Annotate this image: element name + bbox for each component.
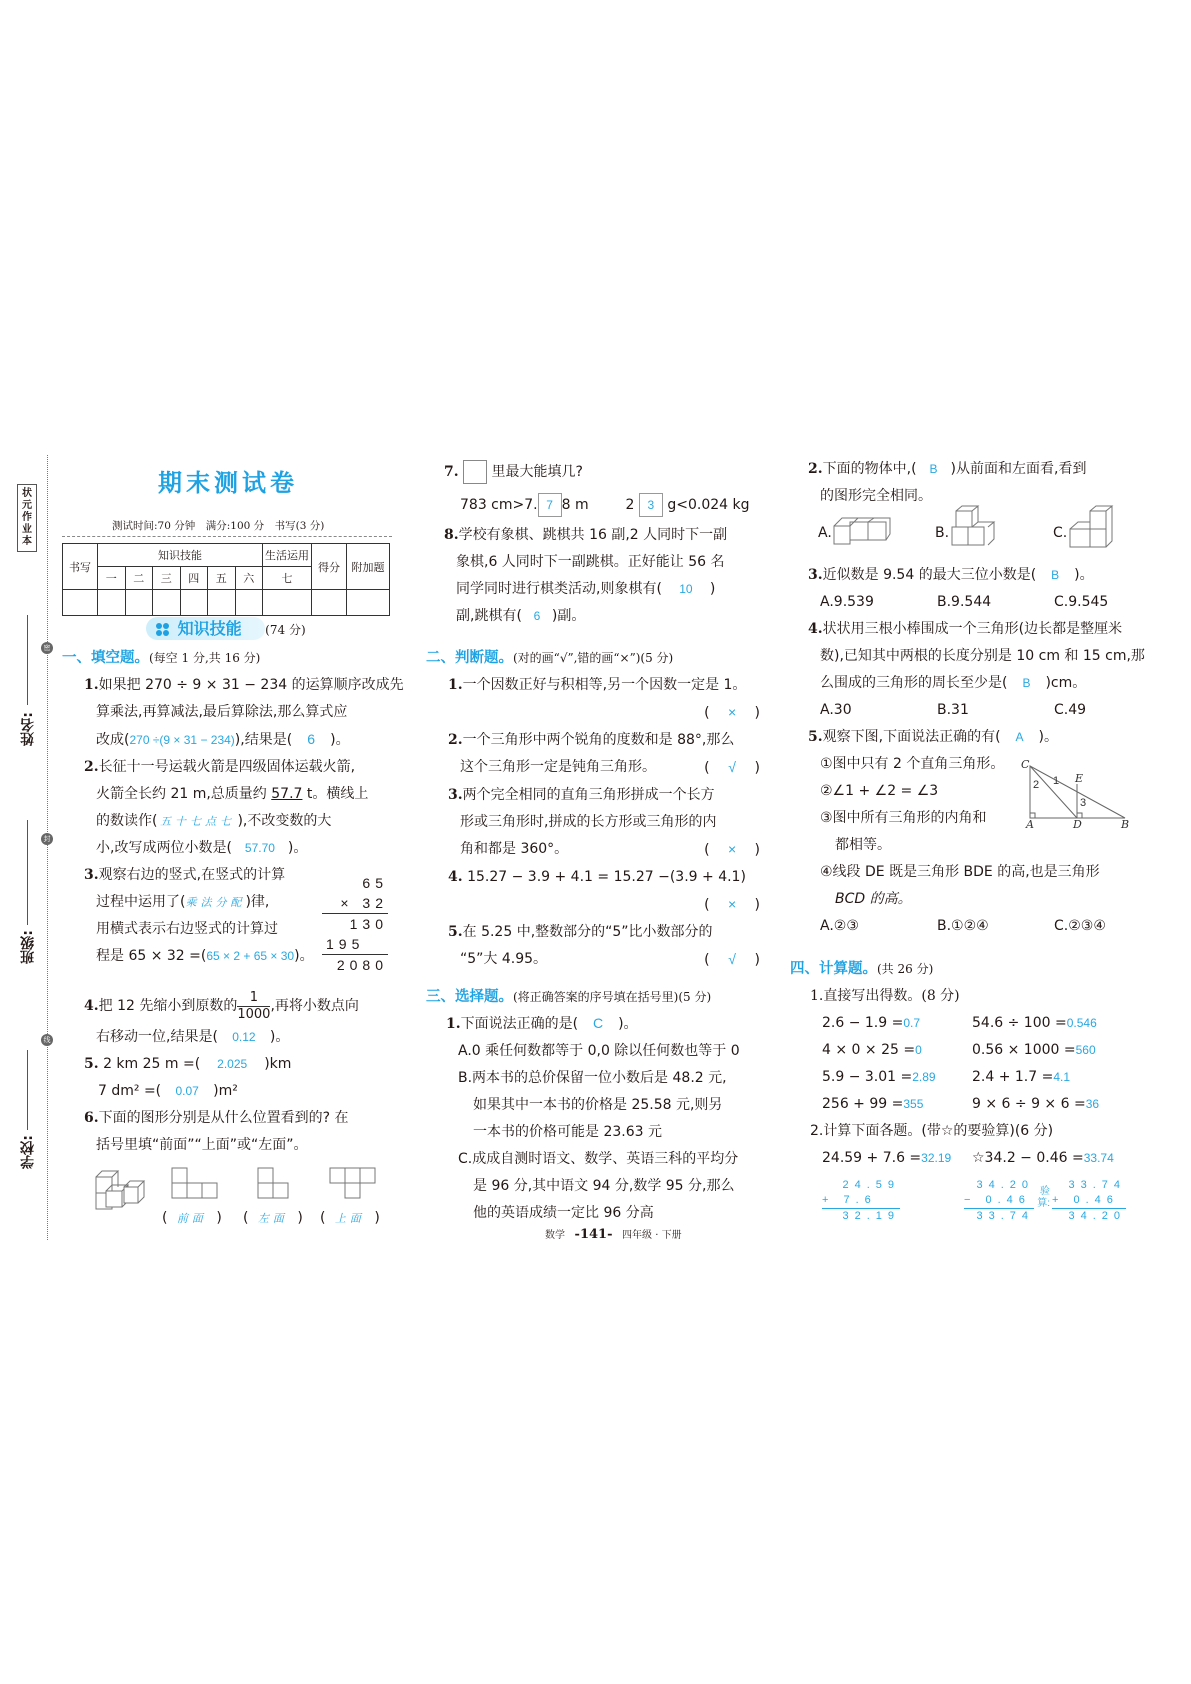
check-label: 验算: bbox=[1037, 1186, 1050, 1209]
q-text: 数),已知其中两根的长度分别是 10 cm 和 15 cm,那 bbox=[820, 648, 1145, 664]
sub-col-6: 六 bbox=[235, 567, 263, 590]
q-text: )km bbox=[264, 1056, 292, 1072]
q4-q6-block bbox=[84, 988, 359, 1159]
q-num: 4. bbox=[84, 998, 99, 1014]
section-points: (74 分) bbox=[265, 623, 306, 637]
choice-q3-q5 bbox=[808, 562, 1145, 940]
q6-answer-2: ( 左面 ) bbox=[243, 1205, 303, 1232]
page-footer bbox=[545, 1226, 682, 1242]
part1-note: (每空 1 分,共 16 分) bbox=[149, 651, 261, 665]
q-num: 3. bbox=[808, 567, 823, 583]
calc-item bbox=[972, 1064, 1162, 1091]
q-num: 1. bbox=[448, 677, 463, 693]
score-cell[interactable] bbox=[63, 590, 98, 616]
calc-item bbox=[972, 1145, 1162, 1172]
q-text: 状状用三根小棒围成一个三角形(边长都是整厘米 bbox=[822, 621, 1123, 637]
q-text: 15.27 − 3.9 + 4.1 = 15.27 −(3.9 + 4.1) bbox=[462, 869, 746, 885]
score-cell[interactable] bbox=[98, 590, 126, 616]
q-text: 两个完全相同的直角三角形拼成一个长方 bbox=[462, 787, 715, 803]
answer-left[interactable]: 左面 bbox=[257, 1212, 288, 1225]
q-text: )律, bbox=[245, 894, 270, 910]
q-text: ),结果是( bbox=[234, 732, 293, 748]
choice-q1 bbox=[446, 1010, 740, 1227]
part4-title: 四、计算题。 bbox=[790, 961, 877, 977]
option-c: C.9.545 bbox=[1054, 594, 1109, 610]
judge-item-5: 5.在 5.25 中,整数部分的“5”比小数部分的 “5”大 4.95。 ( √ ) bbox=[448, 919, 760, 974]
numerator: 1 bbox=[237, 990, 270, 1007]
answer-law[interactable]: 乘法分配 bbox=[185, 896, 246, 909]
q-text: )副。 bbox=[551, 608, 586, 624]
part1-title: 一、填空题。 bbox=[62, 650, 149, 666]
calc-answer[interactable]: 36 bbox=[1085, 1097, 1100, 1111]
q-text: )。 bbox=[287, 840, 308, 856]
score-cell[interactable] bbox=[263, 590, 312, 616]
label-c: C bbox=[1021, 758, 1030, 771]
q-text: 括号里填“前面”“上面”或“左面”。 bbox=[96, 1137, 308, 1153]
q-expr: g<0.024 kg bbox=[667, 497, 750, 513]
part3-heading bbox=[426, 984, 711, 1011]
calc-expr: ☆34.2 − 0.46 = bbox=[972, 1150, 1084, 1166]
q-num: 5. bbox=[448, 924, 463, 940]
q-text: )m² bbox=[213, 1083, 238, 1099]
sub-col-5: 五 bbox=[208, 567, 236, 590]
score-cell[interactable] bbox=[208, 590, 236, 616]
calc-answer[interactable]: 4.1 bbox=[1053, 1070, 1071, 1084]
choice-answer[interactable]: B bbox=[1022, 676, 1031, 690]
sub-col-3: 三 bbox=[153, 567, 181, 590]
q-num: 8. bbox=[444, 527, 459, 543]
section-label: 知识技能 bbox=[177, 619, 242, 638]
statement-4-cont: BCD 的高。 bbox=[835, 891, 912, 907]
q-text: 右移动一位,结果是( bbox=[96, 1029, 218, 1045]
multiplicand: 65 bbox=[362, 875, 388, 891]
brand-text: 状元作业本 bbox=[22, 488, 32, 547]
partial-product-1: 130 bbox=[322, 913, 388, 934]
left-view-figure bbox=[256, 1166, 290, 1200]
q-text: ),不改变数的大 bbox=[237, 813, 332, 829]
score-cell[interactable] bbox=[235, 590, 263, 616]
q-text: 改成( bbox=[96, 732, 130, 748]
calc-item bbox=[822, 1145, 972, 1172]
calc-answer[interactable]: 0.546 bbox=[1066, 1016, 1097, 1030]
binding-mark-feng: 封 bbox=[41, 833, 53, 845]
q6-answer-1: ( 前面 ) bbox=[162, 1205, 222, 1232]
q1-label: 1.直接写出得数。(8 分) bbox=[810, 988, 960, 1004]
calc-expr: 9 × 6 ÷ 9 × 6 = bbox=[972, 1096, 1086, 1112]
choice-answer[interactable]: B bbox=[1051, 568, 1060, 582]
sub-col-1: 一 bbox=[98, 567, 126, 590]
q-expr: 2 bbox=[625, 497, 635, 513]
q-text: 把 12 先缩小到原数的 bbox=[98, 998, 238, 1014]
label-a: A bbox=[1026, 818, 1034, 828]
answer-decimal[interactable]: 57.70 bbox=[244, 841, 275, 855]
judge-item-3: 3.两个完全相同的直角三角形拼成一个长方 形或三角形时,拼成的长方形或三角形的内 角和都是 360°。 ( × ) bbox=[448, 782, 760, 864]
col-writing: 书写 bbox=[63, 544, 98, 590]
q-text: 么围成的三角形的周长至少是( bbox=[820, 675, 1008, 691]
q-text: ,再将小数点向 bbox=[270, 998, 359, 1014]
calc-expr: 0.56 × 1000 = bbox=[972, 1042, 1076, 1058]
q-text: “5”大 4.95。 bbox=[460, 951, 548, 967]
calc-item bbox=[822, 1037, 972, 1064]
q-num: 2. bbox=[808, 461, 823, 477]
group-life: 生活运用 bbox=[263, 544, 312, 567]
calc-expr: 54.6 ÷ 100 = bbox=[972, 1015, 1067, 1031]
answer-expression[interactable]: 65 × 2 + 65 × 30 bbox=[206, 949, 295, 963]
q-text: 火箭全长约 21 m,总质量约 bbox=[96, 786, 272, 802]
calc-item bbox=[822, 1064, 972, 1091]
calc-expr: 5.9 − 3.01 = bbox=[822, 1069, 913, 1085]
calc-item bbox=[822, 1010, 972, 1037]
angle-1: 1 bbox=[1053, 775, 1060, 787]
q-num: 5. bbox=[808, 729, 823, 745]
answer-front[interactable]: 前面 bbox=[176, 1212, 207, 1225]
page-title: 期末测试卷 bbox=[158, 468, 298, 497]
vertical-subtraction-work bbox=[964, 1178, 1034, 1224]
score-cell[interactable] bbox=[153, 590, 181, 616]
answer-m2[interactable]: 0.07 bbox=[175, 1084, 199, 1098]
col-bonus: 附加题 bbox=[347, 544, 390, 590]
header-divider bbox=[62, 536, 392, 537]
calc-expr: 24.59 + 7.6 = bbox=[822, 1150, 922, 1166]
calc-expr: 2.4 + 1.7 = bbox=[972, 1069, 1054, 1085]
calc-item bbox=[972, 1037, 1162, 1064]
q-text: )。 bbox=[330, 732, 350, 748]
answer[interactable]: 0.12 bbox=[232, 1030, 256, 1044]
option-a: A.0 乘任何数都等于 0,0 除以任何数也等于 0 bbox=[458, 1043, 740, 1059]
q-text: 下面说法正确的是( bbox=[460, 1016, 579, 1032]
score-cell[interactable] bbox=[180, 590, 208, 616]
option-a-figure bbox=[832, 512, 892, 548]
q-text: 小,改写成两位小数是( bbox=[96, 840, 232, 856]
q-num: 6. bbox=[84, 1110, 99, 1126]
q-num: 3. bbox=[448, 787, 463, 803]
statement-3: ③图中所有三角形的内角和 bbox=[820, 810, 987, 826]
angle-2: 2 bbox=[1033, 779, 1040, 791]
option-b: B.31 bbox=[937, 702, 969, 718]
q-text: 这个三角形一定是钝角三角形。 bbox=[460, 759, 656, 775]
sub-col-4: 四 bbox=[180, 567, 208, 590]
school-field-label: 学校: bbox=[20, 1135, 36, 1169]
score-cell[interactable] bbox=[347, 590, 390, 616]
section-banner bbox=[146, 616, 306, 639]
calc-answer[interactable]: 0 bbox=[915, 1043, 922, 1057]
part2-title: 二、判断题。 bbox=[426, 650, 513, 666]
part2-heading bbox=[426, 645, 673, 672]
part3-note: (将正确答案的序号填在括号里)(5 分) bbox=[513, 990, 712, 1004]
q-text: 的图形完全相同。 bbox=[820, 488, 932, 504]
page-number: -141- bbox=[574, 1227, 613, 1242]
option-c: 是 96 分,其中语文 94 分,数学 95 分,那么 bbox=[473, 1178, 735, 1194]
option-b: B.两本书的总价保留一位小数后是 48.2 元, bbox=[458, 1070, 727, 1086]
q-text: 同学同时进行棋类活动,则象棋有( bbox=[456, 581, 662, 597]
calc-answer[interactable]: 32.19 bbox=[921, 1151, 952, 1165]
judge-answer[interactable]: √ bbox=[728, 951, 736, 967]
q-text: 角和都是 360°。 bbox=[460, 841, 569, 857]
q-text: 的数读作( bbox=[96, 813, 158, 829]
empty-box-icon bbox=[463, 460, 487, 484]
q-num: 2. bbox=[448, 732, 463, 748]
calc-expr: 4 × 0 × 25 = bbox=[822, 1042, 916, 1058]
q-num: 7. bbox=[444, 464, 459, 480]
q-num: 1. bbox=[84, 677, 99, 693]
q-text: 观察右边的竖式,在竖式的计算 bbox=[98, 867, 286, 883]
denominator: 1000 bbox=[237, 1006, 271, 1022]
answer-box-2[interactable]: 3 bbox=[639, 493, 663, 517]
oral-calc-grid bbox=[810, 1010, 1150, 1118]
answer-box-1[interactable]: 7 bbox=[538, 493, 562, 517]
judge-item-1: 1.一个因数正好与积相等,另一个因数一定是 1。 ( × ) bbox=[448, 672, 760, 727]
sub-col-2: 二 bbox=[125, 567, 153, 590]
option-b: B.①②④ bbox=[937, 918, 989, 934]
q-num: 1. bbox=[446, 1016, 461, 1032]
sub-col-7: 七 bbox=[263, 567, 312, 590]
angle-3: 3 bbox=[1080, 797, 1087, 809]
statement-3-cont: 都相等。 bbox=[835, 837, 891, 853]
vertical-multiplication bbox=[322, 873, 388, 975]
q-text: 7 dm² =( bbox=[98, 1083, 162, 1099]
judge-item-4: 4. 15.27 − 3.9 + 4.1 = 15.27 −(3.9 + 4.1) ( × ) bbox=[448, 864, 760, 919]
work-result: 32.19 bbox=[822, 1208, 900, 1224]
q-text: 如果把 270 ÷ 9 × 31 − 234 的运算顺序改成先 bbox=[98, 677, 404, 693]
work-operand: 24.59 bbox=[842, 1179, 900, 1191]
oral-calc-block bbox=[810, 983, 1150, 1172]
option-b-figure bbox=[950, 505, 1000, 550]
q-text: 长征十一号运载火箭是四级固体运载火箭, bbox=[98, 759, 356, 775]
multiplier: × 32 bbox=[340, 895, 388, 911]
q-text: 象棋,6 人同时下一副跳棋。正好能让 56 名 bbox=[456, 554, 725, 570]
name-field-line[interactable] bbox=[27, 615, 28, 705]
score-cell[interactable] bbox=[125, 590, 153, 616]
option-b: 一本书的价格可能是 23.63 元 bbox=[473, 1124, 662, 1140]
part1-heading bbox=[62, 645, 260, 672]
q-text: 形或三角形时,拼成的长方形或三角形的内 bbox=[460, 814, 717, 830]
clover-icon bbox=[156, 623, 172, 637]
footer-grade: 四年级 · 下册 bbox=[622, 1230, 682, 1241]
judge-answer[interactable]: × bbox=[727, 841, 737, 857]
work-operand: 34.20 bbox=[976, 1179, 1034, 1191]
judge-item-2: 2.一个三角形中两个锐角的度数和是 88°,那么 这个三角形一定是钝角三角形。 ( √ ) bbox=[448, 727, 760, 782]
q-text: 里最大能填几? bbox=[491, 464, 583, 480]
q-expr: 783 cm>7. bbox=[460, 497, 538, 513]
option-c-figure bbox=[1068, 505, 1118, 550]
option-b-label: B. bbox=[935, 525, 950, 541]
q-text: 2 km 25 m =( bbox=[98, 1056, 201, 1072]
q-text: 一个因数正好与积相等,另一个因数一定是 1。 bbox=[462, 677, 747, 693]
written-calc-grid bbox=[810, 1145, 1150, 1172]
binding-dotted-line bbox=[47, 455, 48, 1240]
choice-answer[interactable]: C bbox=[593, 1015, 604, 1031]
q-text: 算乘法,再算减法,最后算除法,那么算式应 bbox=[96, 704, 348, 720]
binding-mark-xian: 线 bbox=[41, 1034, 53, 1046]
judgement-list bbox=[448, 672, 760, 974]
q-text: )。 bbox=[1074, 567, 1094, 583]
score-table bbox=[62, 543, 390, 616]
q-text: 下面的物体中,( bbox=[822, 461, 917, 477]
q-text: 观察下图,下面说法正确的有( bbox=[822, 729, 1001, 745]
option-c: C.②③④ bbox=[1054, 918, 1106, 934]
triangle-figure bbox=[1020, 758, 1130, 828]
col-score: 得分 bbox=[312, 544, 347, 590]
choice-answer[interactable]: B bbox=[929, 462, 938, 476]
answer-km[interactable]: 2.025 bbox=[217, 1057, 248, 1071]
q-text: 程是 65 × 32 =( bbox=[96, 948, 207, 964]
q-num: 4. bbox=[448, 869, 463, 885]
statement-4: ④线段 DE 既是三角形 BDE 的高,也是三角形 bbox=[820, 864, 1100, 880]
judge-answer[interactable]: × bbox=[727, 896, 737, 912]
calc-answer[interactable]: 560 bbox=[1075, 1043, 1096, 1057]
test-info: 测试时间:70 分钟 满分:100 分 书写(3 分) bbox=[112, 520, 325, 532]
answer-expression[interactable]: 270 ÷(9 × 31 − 234) bbox=[129, 733, 235, 747]
class-field-line[interactable] bbox=[27, 820, 28, 925]
q2-label: 2.计算下面各题。(带☆的要验算)(6 分) bbox=[810, 1123, 1054, 1139]
partial-product-2: 195 bbox=[326, 936, 365, 952]
q-num: 2. bbox=[84, 759, 99, 775]
product: 2080 bbox=[322, 954, 388, 975]
q-text: 学校有象棋、跳棋共 16 副,2 人同时下一副 bbox=[458, 527, 728, 543]
front-view-figure bbox=[170, 1166, 220, 1200]
calc-answer[interactable]: 33.74 bbox=[1083, 1151, 1114, 1165]
option-b: 如果其中一本书的价格是 25.58 元,则另 bbox=[473, 1097, 723, 1113]
option-b: B.9.544 bbox=[937, 594, 992, 610]
answer-checkers[interactable]: 6 bbox=[533, 609, 541, 623]
calc-expr: 256 + 99 = bbox=[822, 1096, 904, 1112]
work-result: 33.74 bbox=[964, 1208, 1034, 1224]
score-cell[interactable] bbox=[312, 590, 347, 616]
option-c-label: C. bbox=[1053, 525, 1068, 541]
q-num: 4. bbox=[808, 621, 823, 637]
work-operand: − 0.46 bbox=[964, 1194, 1031, 1206]
calc-expr: 2.6 − 1.9 = bbox=[822, 1015, 904, 1031]
vertical-check-work bbox=[1052, 1178, 1126, 1224]
answer-reading[interactable]: 五十七点七 bbox=[159, 815, 235, 828]
q-text: 下面的图形分别是从什么位置看到的? 在 bbox=[98, 1110, 349, 1126]
statement-2: ②∠1 + ∠2 = ∠3 bbox=[820, 783, 939, 799]
group-knowledge: 知识技能 bbox=[98, 544, 263, 567]
work-operand: + 7.6 bbox=[822, 1194, 877, 1206]
option-a: A.30 bbox=[820, 702, 852, 718]
q-text: 过程中运用了( bbox=[96, 894, 186, 910]
q-text: )从前面和左面看,看到 bbox=[950, 461, 1087, 477]
brand-vertical-label bbox=[17, 484, 37, 552]
q-text: )。 bbox=[294, 948, 314, 964]
top-view-figure bbox=[328, 1166, 378, 1200]
q7-block bbox=[444, 456, 749, 630]
q-text: 近似数是 9.54 的最大三位小数是( bbox=[822, 567, 1037, 583]
label-e: E bbox=[1075, 772, 1084, 785]
q-text: 一个三角形中两个锐角的度数和是 88°,那么 bbox=[462, 732, 735, 748]
answer-top[interactable]: 上面 bbox=[334, 1212, 365, 1225]
part4-note: (共 26 分) bbox=[877, 962, 934, 976]
calc-answer[interactable]: 0.7 bbox=[903, 1016, 921, 1030]
q-text: ) bbox=[709, 581, 716, 597]
q-text: 在 5.25 中,整数部分的“5”比小数部分的 bbox=[462, 924, 713, 940]
vertical-addition-work bbox=[822, 1178, 900, 1224]
q-expr: 8 m bbox=[561, 497, 589, 513]
q-text: t。横线上 bbox=[302, 786, 369, 802]
option-c: C.49 bbox=[1054, 702, 1087, 718]
part4-heading bbox=[790, 956, 933, 983]
calc-answer[interactable]: 355 bbox=[903, 1097, 924, 1111]
label-b: B bbox=[1121, 818, 1130, 828]
choice-q2 bbox=[808, 456, 1086, 510]
calc-answer[interactable]: 2.89 bbox=[912, 1070, 936, 1084]
q-text: )。 bbox=[618, 1016, 638, 1032]
statement-1: ①图中只有 2 个直角三角形。 bbox=[820, 756, 1005, 772]
binding-mark-mi: 密 bbox=[41, 642, 53, 654]
q-text: )cm。 bbox=[1045, 675, 1087, 691]
q-text: )。 bbox=[1038, 729, 1059, 745]
calc-item bbox=[972, 1091, 1162, 1118]
calc-item bbox=[822, 1091, 972, 1118]
school-field-line[interactable] bbox=[27, 1050, 28, 1130]
work-operand: 33.74 bbox=[1068, 1179, 1126, 1191]
choice-answer[interactable]: A bbox=[1015, 730, 1024, 744]
underlined-number: 57.7 bbox=[271, 786, 303, 802]
q6-answer-3: ( 上面 ) bbox=[320, 1205, 380, 1232]
answer-result[interactable]: 6 bbox=[307, 731, 316, 747]
cube-stack-figure bbox=[92, 1165, 152, 1215]
class-field-label: 班级: bbox=[20, 930, 36, 964]
label-d: D bbox=[1073, 818, 1082, 828]
option-c: 他的英语成绩一定比 96 分高 bbox=[473, 1205, 654, 1221]
option-a-label: A. bbox=[818, 525, 832, 541]
q-num: 3. bbox=[84, 867, 99, 883]
fraction bbox=[237, 990, 270, 1023]
option-a: A.②③ bbox=[820, 918, 859, 934]
footer-subject: 数学 bbox=[545, 1230, 565, 1241]
part2-note: (对的画“√”,错的画“×”)(5 分) bbox=[513, 651, 674, 665]
name-field-label: 姓名: bbox=[20, 712, 36, 746]
answer-chess[interactable]: 10 bbox=[679, 582, 693, 596]
q-text: 副,跳棋有( bbox=[456, 608, 522, 624]
part3-title: 三、选择题。 bbox=[426, 989, 513, 1005]
judge-answer[interactable]: × bbox=[727, 704, 737, 720]
judge-answer[interactable]: √ bbox=[728, 759, 736, 775]
section-pill bbox=[146, 617, 265, 640]
work-operand: + 0.46 bbox=[1052, 1194, 1119, 1206]
calc-item bbox=[972, 1010, 1162, 1037]
option-c: C.成成自测时语文、数学、英语三科的平均分 bbox=[458, 1151, 739, 1167]
work-result: 34.20 bbox=[1052, 1208, 1126, 1224]
q-num: 5. bbox=[84, 1056, 99, 1072]
q-text: 用横式表示右边竖式的计算过 bbox=[96, 921, 278, 937]
q-text: )。 bbox=[269, 1029, 290, 1045]
option-a: A.9.539 bbox=[820, 594, 874, 610]
